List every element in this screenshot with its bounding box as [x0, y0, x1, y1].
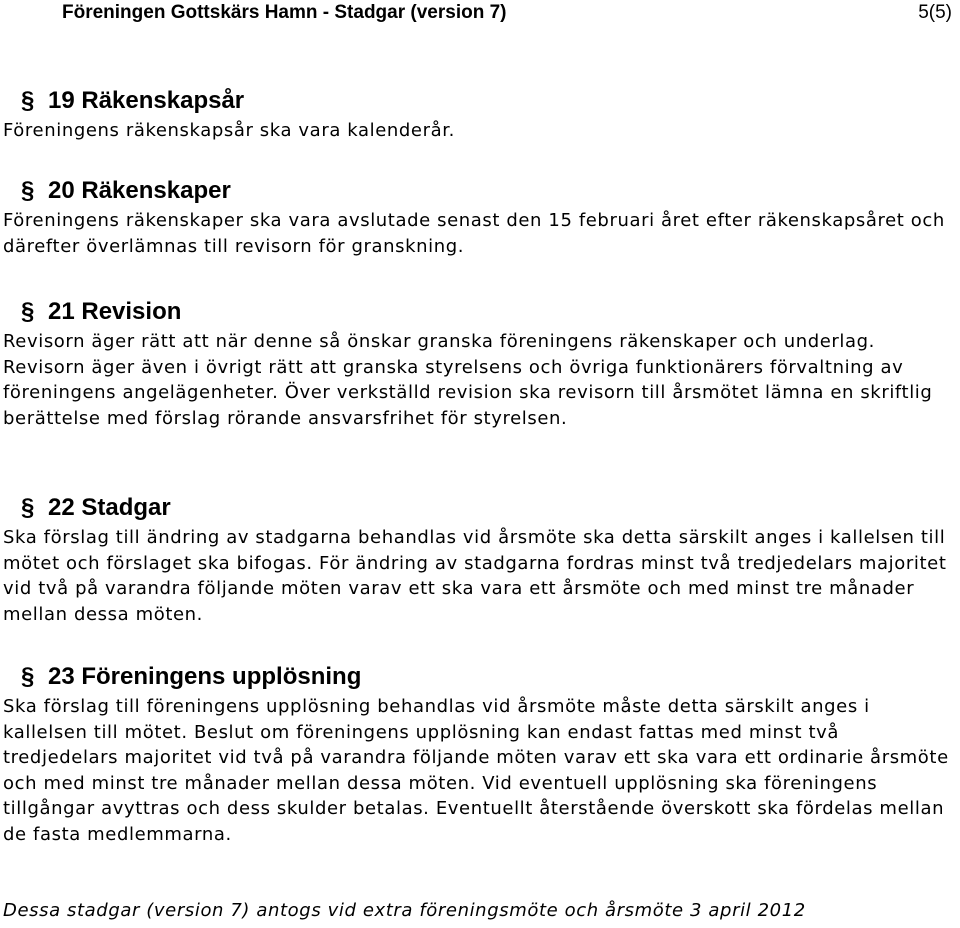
section-title: 20 Räkenskaper	[48, 177, 231, 204]
adoption-note: Dessa stadgar (version 7) antogs vid extra föreningsmöte och årsmöte 3 april 2012	[3, 900, 806, 921]
section-heading	[3, 660, 953, 694]
section-20	[3, 174, 953, 259]
section-21	[3, 295, 953, 431]
section-23	[3, 660, 953, 847]
section-body: Ska förslag till föreningens upplösning behandlas vid årsmöte måste detta särskilt anges i kallelsen till mötet. Beslut om föreningens upplösning kan endast fattas med minst två tredjedelars majoritet vid två på varandra följande möten varav ett ska vara ett ordinarie årsmöte och med minst tre månader mellan dessa möten. Vid eventuell upplösning ska föreningens tillgångar avyttras och dess skulder betalas. Eventuellt återstående överskott ska fördelas mellan de fasta medlemmarna.	[3, 696, 949, 845]
section-heading	[3, 84, 953, 118]
section-title: 19 Räkenskapsår	[48, 87, 245, 114]
section-22	[3, 491, 953, 627]
page-number: 5(5)	[918, 2, 952, 23]
paragraph-sign: §	[21, 177, 35, 204]
section-title: 23 Föreningens upplösning	[48, 663, 362, 690]
section-heading	[3, 491, 953, 525]
page-header	[0, 0, 960, 26]
document-title: Föreningen Gottskärs Hamn - Stadgar (version 7)	[62, 2, 507, 23]
section-title: 21 Revision	[48, 298, 182, 325]
section-body: Föreningens räkenskaper ska vara avslutade senast den 15 februari året efter räkenskapsåret och därefter överlämnas till revisorn för granskning.	[3, 210, 945, 257]
section-body: Revisorn äger rätt att när denne så önskar granska föreningens räkenskaper och underlag. Revisorn äger även i övrigt rätt att granska styrelsens och övriga funktionärers förvaltning av föreningens angelägenheter. Över verkställd revision ska revisorn till årsmötet lämna en skriftlig berättelse med förslag rörande ansvarsfrihet för styrelsen.	[3, 331, 933, 429]
section-body: Föreningens räkenskapsår ska vara kalenderår.	[3, 120, 455, 141]
section-title: 22 Stadgar	[48, 494, 171, 521]
paragraph-sign: §	[21, 298, 35, 325]
section-19	[3, 84, 953, 144]
paragraph-sign: §	[21, 494, 35, 521]
section-heading	[3, 295, 953, 329]
section-body: Ska förslag till ändring av stadgarna behandlas vid årsmöte ska detta särskilt anges i kallelsen till mötet och förslaget ska bifogas. För ändring av stadgarna fordras minst två tredjedelars majoritet vid två på varandra följande möten varav ett ska vara ett årsmöte och med minst tre månader mellan dessa möten.	[3, 527, 947, 625]
paragraph-sign: §	[21, 87, 35, 114]
paragraph-sign: §	[21, 663, 35, 690]
section-heading	[3, 174, 953, 208]
